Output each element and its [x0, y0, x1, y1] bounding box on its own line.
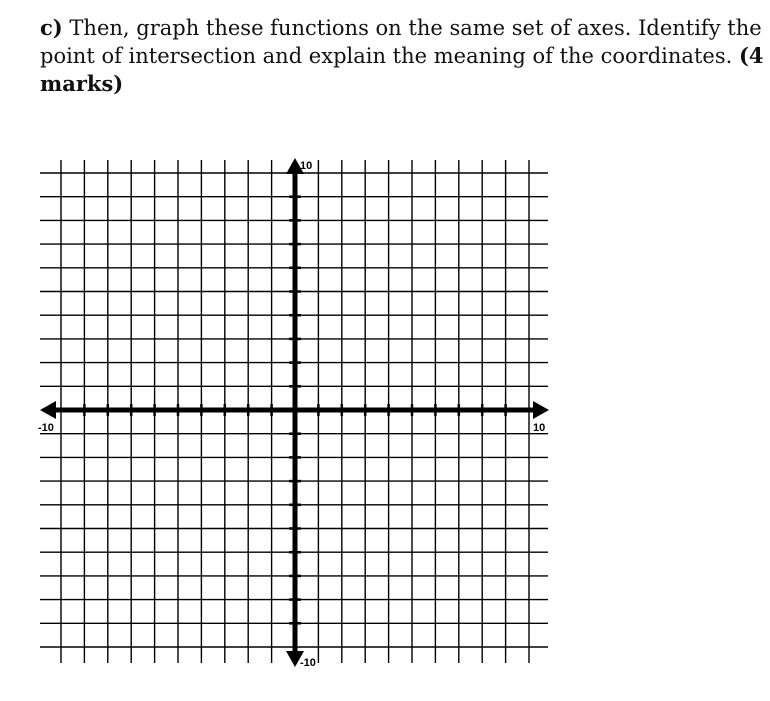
x-min-label: -10 [38, 422, 54, 434]
x-max-label: 10 [533, 422, 546, 434]
marks-close: marks) [40, 71, 124, 96]
part-label: c) [40, 15, 63, 40]
question-line-2-end: coordinates. [600, 44, 733, 68]
question-line-1-text: Then, graph these functions on the same set of axes. Identify [69, 16, 721, 40]
x-axis-left-arrow [40, 401, 56, 419]
y-min-label: -10 [300, 657, 316, 669]
x-axis-right-arrow [533, 401, 549, 419]
question-line-2-text: point of intersection and explain the meaning of the [40, 44, 594, 68]
marks-open: (4 [738, 43, 764, 68]
question-line-1-end: the [727, 16, 762, 40]
y-max-label: 10 [300, 160, 313, 172]
